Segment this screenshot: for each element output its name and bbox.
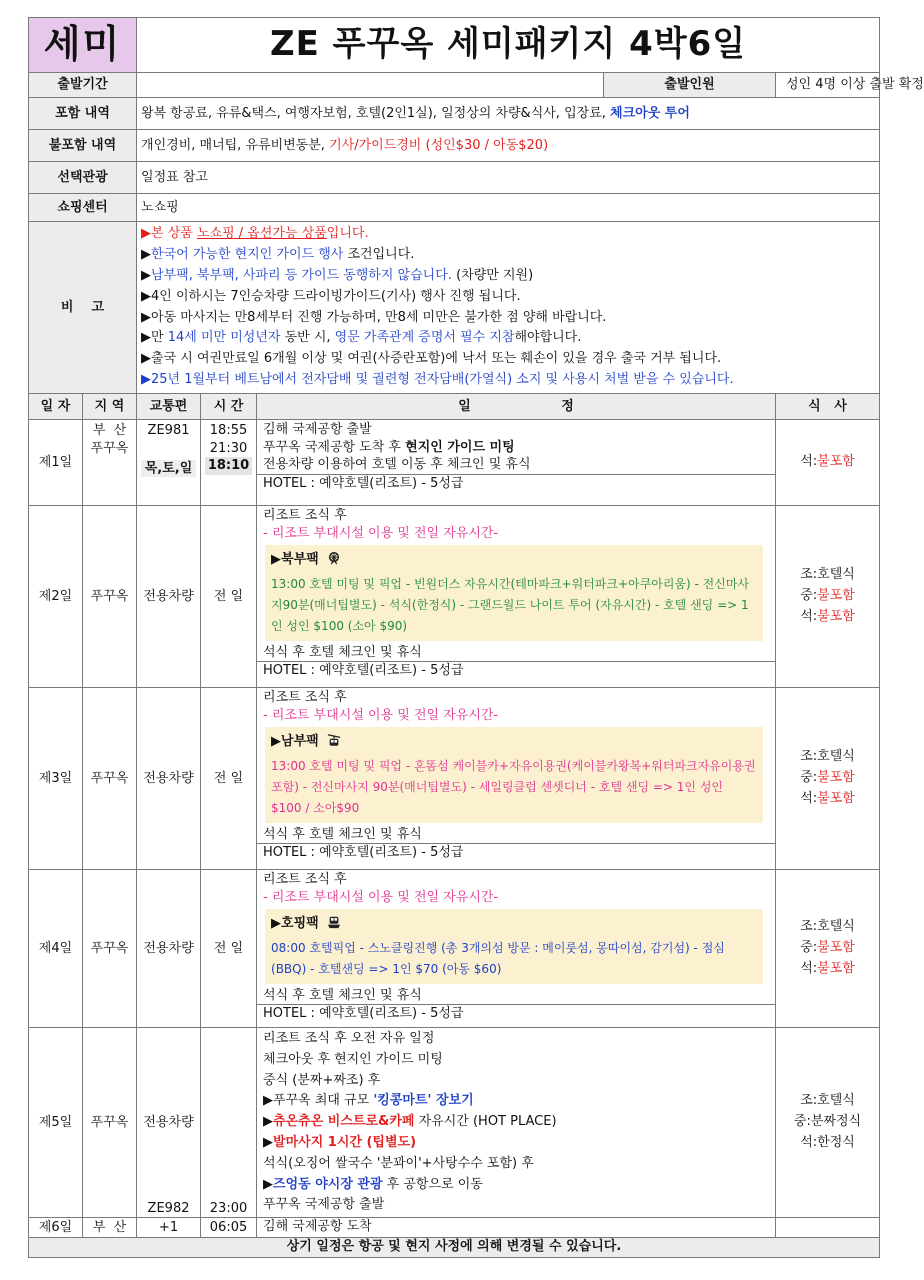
itinerary-table (28, 17, 924, 1258)
table-row-day3 (29, 688, 880, 870)
footer-note: 상기 일정은 항공 및 현지 사정에 의해 변경될 수 있습니다. (29, 1237, 880, 1257)
day-transport: 전용차량 ZE982 (137, 1028, 201, 1218)
depart-period-label: 출발기간 (29, 73, 137, 98)
cable-car-icon (327, 733, 341, 747)
option-label: 선택관광 (29, 162, 137, 194)
depart-people-value: 성인 4명 이상 출발 확정 (776, 73, 880, 98)
day-transport: 전용차량 (137, 506, 201, 688)
day-schedule: 리조트 조식 후 - 리조트 부대시설 이용 및 전일 자유시간- ▶북부팩 13:00 호텔 미팅 및 픽업 - 빈원더스 자유시간(테마파크+워터파크+아쿠아리움) - 전신마사지90분(매너팁별도) - 석식(한정식) - 그랜드월드 나이트 투어 (자유시간) - 호텔 샌딩 => 1인 성인 $100 (소아 $90) 석식 후 호텔 체크인 및 휴식 HOTEL : 예약호텔(리조트) - 5성급 (257, 506, 776, 688)
day-meals: 조:호텔식 중:분짜정식 석:한정식 (776, 1028, 880, 1218)
day-time: 전 일 (201, 506, 257, 688)
guide-fee-highlight: 기사/가이드경비 (성인$30 / 아동$20) (329, 137, 549, 153)
table-row-day2 (29, 506, 880, 688)
day-time: 전 일 (201, 688, 257, 870)
day-flight: ZE982 (147, 1200, 190, 1216)
day-label: 제5일 (29, 1028, 83, 1218)
semi-badge: 세미 (29, 18, 137, 73)
day-label: 제2일 (29, 506, 83, 688)
day-time: 23:00 (201, 1028, 257, 1218)
col-header-schedule: 일 정 (257, 394, 776, 420)
day-meals (776, 1218, 880, 1238)
day-time: 전 일 (201, 870, 257, 1028)
day-meals: 조:호텔식 중:불포함 석:불포함 (776, 688, 880, 870)
remark-8: ▶25년 1월부터 베트남에서 전자담배 및 궐련형 전자담배(가열식) 소지 및 사용시 처벌 받을 수 있습니다. (141, 371, 734, 387)
shopping-label: 쇼핑센터 (29, 194, 137, 222)
day-label: 제4일 (29, 870, 83, 1028)
day-schedule: 리조트 조식 후 - 리조트 부대시설 이용 및 전일 자유시간- ▶호핑팩 08:00 호텔픽업 - 스노클링진행 (총 3개의섬 방문 : 메이룻섬, 몽따이섬, 감기섬) - 점심(BBQ) - 호텔샌딩 => 1인 $70 (아동 $60) 석식 후 호텔 체크인 및 휴식 HOTEL : 예약호텔(리조트) - 5성급 (257, 870, 776, 1028)
day-transport: 전용차량 (137, 688, 201, 870)
day-time: 18:55 21:30 18:10 (201, 420, 257, 506)
day-region: 푸꾸옥 (83, 870, 137, 1028)
ferris-wheel-icon (327, 551, 341, 565)
day-schedule: 리조트 조식 후 오전 자유 일정 체크아웃 후 현지인 가이드 미팅 중식 (분짜+짜조) 후 ▶푸꾸옥 최대 규모 '킹콩마트' 장보기 ▶츄온츄온 비스트로&카페 자유시간 (HOT PLACE) ▶발마사지 1시간 (팁별도) 석식(오징어 쌀국수 '분꽈이'+사탕수수 포함) 후 ▶즈엉동 야시장 관광 후 공항으로 이동 푸꾸옥 국제공항 출발 (257, 1028, 776, 1218)
remark-4: ▶4인 이하시는 7인승차량 드라이빙가이드(기사) 행사 진행 됩니다. (141, 288, 521, 304)
day-label: 제1일 (29, 420, 83, 506)
day-schedule: 김해 국제공항 도착 (257, 1218, 776, 1238)
table-row-day5 (29, 1028, 880, 1218)
day-region: 부 산 푸꾸옥 (83, 420, 137, 506)
page-title: ZE 푸꾸옥 세미패키지 4박6일 (137, 18, 880, 73)
col-header-meal: 식 사 (776, 394, 880, 420)
depart-period-value (137, 73, 604, 98)
col-header-region: 지 역 (83, 394, 137, 420)
hotel-info: HOTEL : 예약호텔(리조트) - 5성급 (257, 1004, 775, 1023)
day-meals: 조:호텔식 중:불포함 석:불포함 (776, 870, 880, 1028)
day-meals: 석:불포함 (776, 420, 880, 506)
day-transport: 전용차량 (137, 870, 201, 1028)
col-header-time: 시 간 (201, 394, 257, 420)
remark-6: ▶만 14세 미만 미성년자 동반 시, 영문 가족관계 증명서 필수 지참해야합니다. (141, 330, 582, 346)
table-row-day4 (29, 870, 880, 1028)
remarks-list (137, 222, 880, 394)
option-value: 일정표 참고 (137, 162, 880, 194)
table-row-day1 (29, 420, 880, 506)
day-meals: 조:호텔식 중:불포함 석:불포함 (776, 506, 880, 688)
depart-people-label: 출발인원 (604, 73, 776, 98)
include-label: 포함 내역 (29, 98, 137, 130)
day-schedule: 리조트 조식 후 - 리조트 부대시설 이용 및 전일 자유시간- ▶남부팩 13:00 호텔 미팅 및 픽업 - 혼똠섬 케이블카+자유이용권(케이블카왕복+워터파크자유이용권포함) - 전신마사지 90분(매너팁별도) - 세일링클럽 센셋디너 - 호텔 샌딩 => 1인 성인 $100 / 소아$90 석식 후 호텔 체크인 및 휴식 HOTEL : 예약호텔(리조트) - 5성급 (257, 688, 776, 870)
hopping-pack-box: ▶호핑팩 08:00 호텔픽업 - 스노클링진행 (총 3개의섬 방문 : 메이룻섬, 몽따이섬, 감기섬) - 점심(BBQ) - 호텔샌딩 => 1인 $70 (아동 $60) (265, 909, 763, 984)
remark-2: ▶한국어 가능한 현지인 가이드 행사 조건입니다. (141, 247, 415, 263)
day-schedule: 김해 국제공항 출발 푸꾸옥 국제공항 도착 후 현지인 가이드 미팅 전용차량 이용하여 호텔 이동 후 체크인 및 휴식 HOTEL : 예약호텔(리조트) - 5성급 (257, 420, 776, 506)
north-pack-box: ▶북부팩 13:00 호텔 미팅 및 픽업 - 빈원더스 자유시간(테마파크+워터파크+아쿠아리움) - 전신마사지90분(매너팁별도) - 석식(한정식) - 그랜드월드 나이트 투어 (자유시간) - 호텔 샌딩 => 1인 성인 $100 (소아 $90) (265, 545, 763, 641)
checkout-tour-highlight: 체크아웃 투어 (610, 105, 690, 121)
day-transport: +1 (137, 1218, 201, 1238)
hotel-info: HOTEL : 예약호텔(리조트) - 5성급 (257, 474, 775, 493)
remark-1: ▶본 상품 노쇼핑 / 옵션가능 상품입니다. (141, 226, 369, 242)
south-pack-box: ▶남부팩 13:00 호텔 미팅 및 픽업 - 혼똠섬 케이블카+자유이용권(케이블카왕복+워터파크자유이용권포함) - 전신마사지 90분(매너팁별도) - 세일링클럽 센셋디너 - 호텔 샌딩 => 1인 성인 $100 / 소아$90 (265, 727, 763, 823)
day-region: 푸꾸옥 (83, 688, 137, 870)
remark-3: ▶남부팩, 북부팩, 사파리 등 가이드 동행하지 않습니다. (차량만 지원) (141, 267, 534, 283)
day-flight: ZE981 목,토,일 (137, 420, 201, 506)
remark-7: ▶출국 시 여권만료일 6개월 이상 및 여권(사증란포함)에 낙서 또는 훼손이 있을 경우 출국 거부 됩니다. (141, 351, 722, 367)
exclude-text: 개인경비, 매너팁, 유류비변동분, 기사/가이드경비 (성인$30 / 아동$20) (137, 130, 880, 162)
remarks-label: 비 고 (29, 222, 137, 394)
hotel-info: HOTEL : 예약호텔(리조트) - 5성급 (257, 843, 775, 862)
day-region: 푸꾸옥 (83, 1028, 137, 1218)
col-header-transport: 교통편 (137, 394, 201, 420)
boat-icon (327, 915, 341, 929)
table-row-day6 (29, 1218, 880, 1238)
hotel-info: HOTEL : 예약호텔(리조트) - 5성급 (257, 661, 775, 680)
day-time: 06:05 (201, 1218, 257, 1238)
itinerary-sheet (28, 17, 924, 1258)
day-region: 푸꾸옥 (83, 506, 137, 688)
day-label: 제6일 (29, 1218, 83, 1238)
shopping-value: 노쇼핑 (137, 194, 880, 222)
include-text: 왕복 항공료, 유류&택스, 여행자보험, 호텔(2인1실), 일정상의 차량&식사, 입장료, 체크아웃 투어 (137, 98, 880, 130)
exclude-label: 불포함 내역 (29, 130, 137, 162)
remark-5: ▶아동 마사지는 만8세부터 진행 가능하며, 만8세 미만은 불가한 점 양해 바랍니다. (141, 309, 607, 325)
day-label: 제3일 (29, 688, 83, 870)
day-region: 부 산 (83, 1218, 137, 1238)
col-header-date: 일 자 (29, 394, 83, 420)
